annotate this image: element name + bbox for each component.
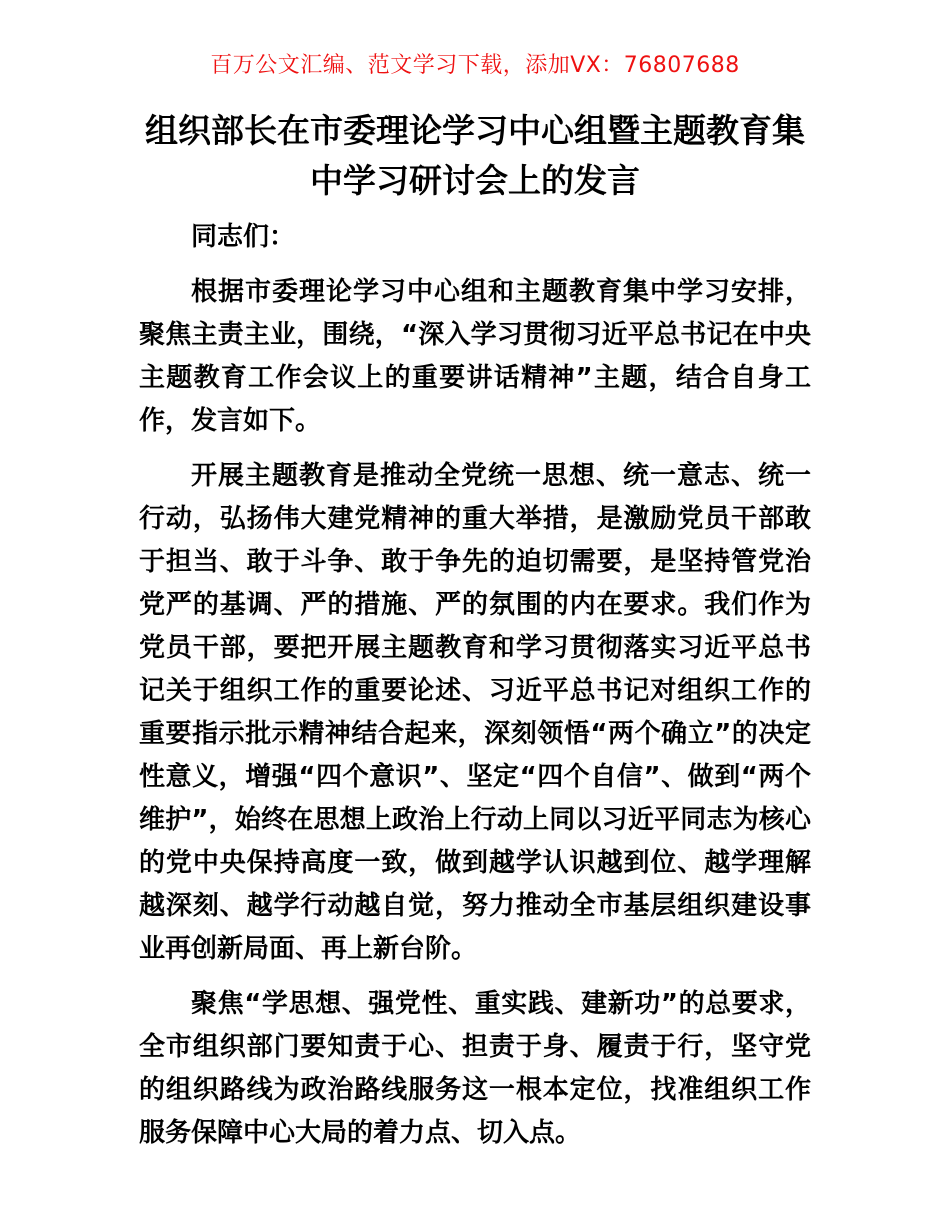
document-body xyxy=(139,216,811,1155)
promo-header-note: 百万公文汇编、范文学习下载，添加VX：76807688 xyxy=(210,53,740,78)
paragraph-main: 开展主题教育是推动全党统一思想、统一意志、统一行动，弘扬伟大建党精神的重大举措，是激励党员干部敢于担当、敢于斗争、敢于争先的迫切需要，是坚持管党治党严的基调、严的措施、严的氛围的内在要求。我们作为党员干部，要把开展主题教育和学习贯彻落实习近平总书记关于组织工作的重要论述、习近平总书记对组织工作的重要指示批示精神结合起来，深刻领悟“两个确立”的决定性意义，增强“四个意识”、坚定“四个自信”、做到“两个维护”，始终在思想上政治上行动上同以习近平同志为核心的党中央保持高度一致，做到越学认识越到位、越学理解越深刻、越学行动越自觉，努力推动全市基层组织建设事业再创新局面、再上新台阶。 xyxy=(139,461,811,964)
paragraph-salutation: 同志们： xyxy=(191,222,296,252)
document-content xyxy=(139,106,811,1155)
paragraph-intro: 根据市委理论学习中心组和主题教育集中学习安排，聚焦主责主业，围绕，“深入学习贯彻习近平总书记在中央主题教育工作会议上的重要讲话精神”主题，结合自身工作，发言如下。 xyxy=(139,277,811,436)
paragraph-focus: 聚焦“学思想、强党性、重实践、建新功”的总要求，全市组织部门要知责于心、担责于身、履责于行，坚守党的组织路线为政治路线服务这一根本定位，找准组织工作服务保障中心大局的着力点、切入点。 xyxy=(139,989,811,1148)
document-title: 组织部长在市委理论学习中心组暨主题教育集中学习研讨会上的发言 xyxy=(145,111,805,200)
